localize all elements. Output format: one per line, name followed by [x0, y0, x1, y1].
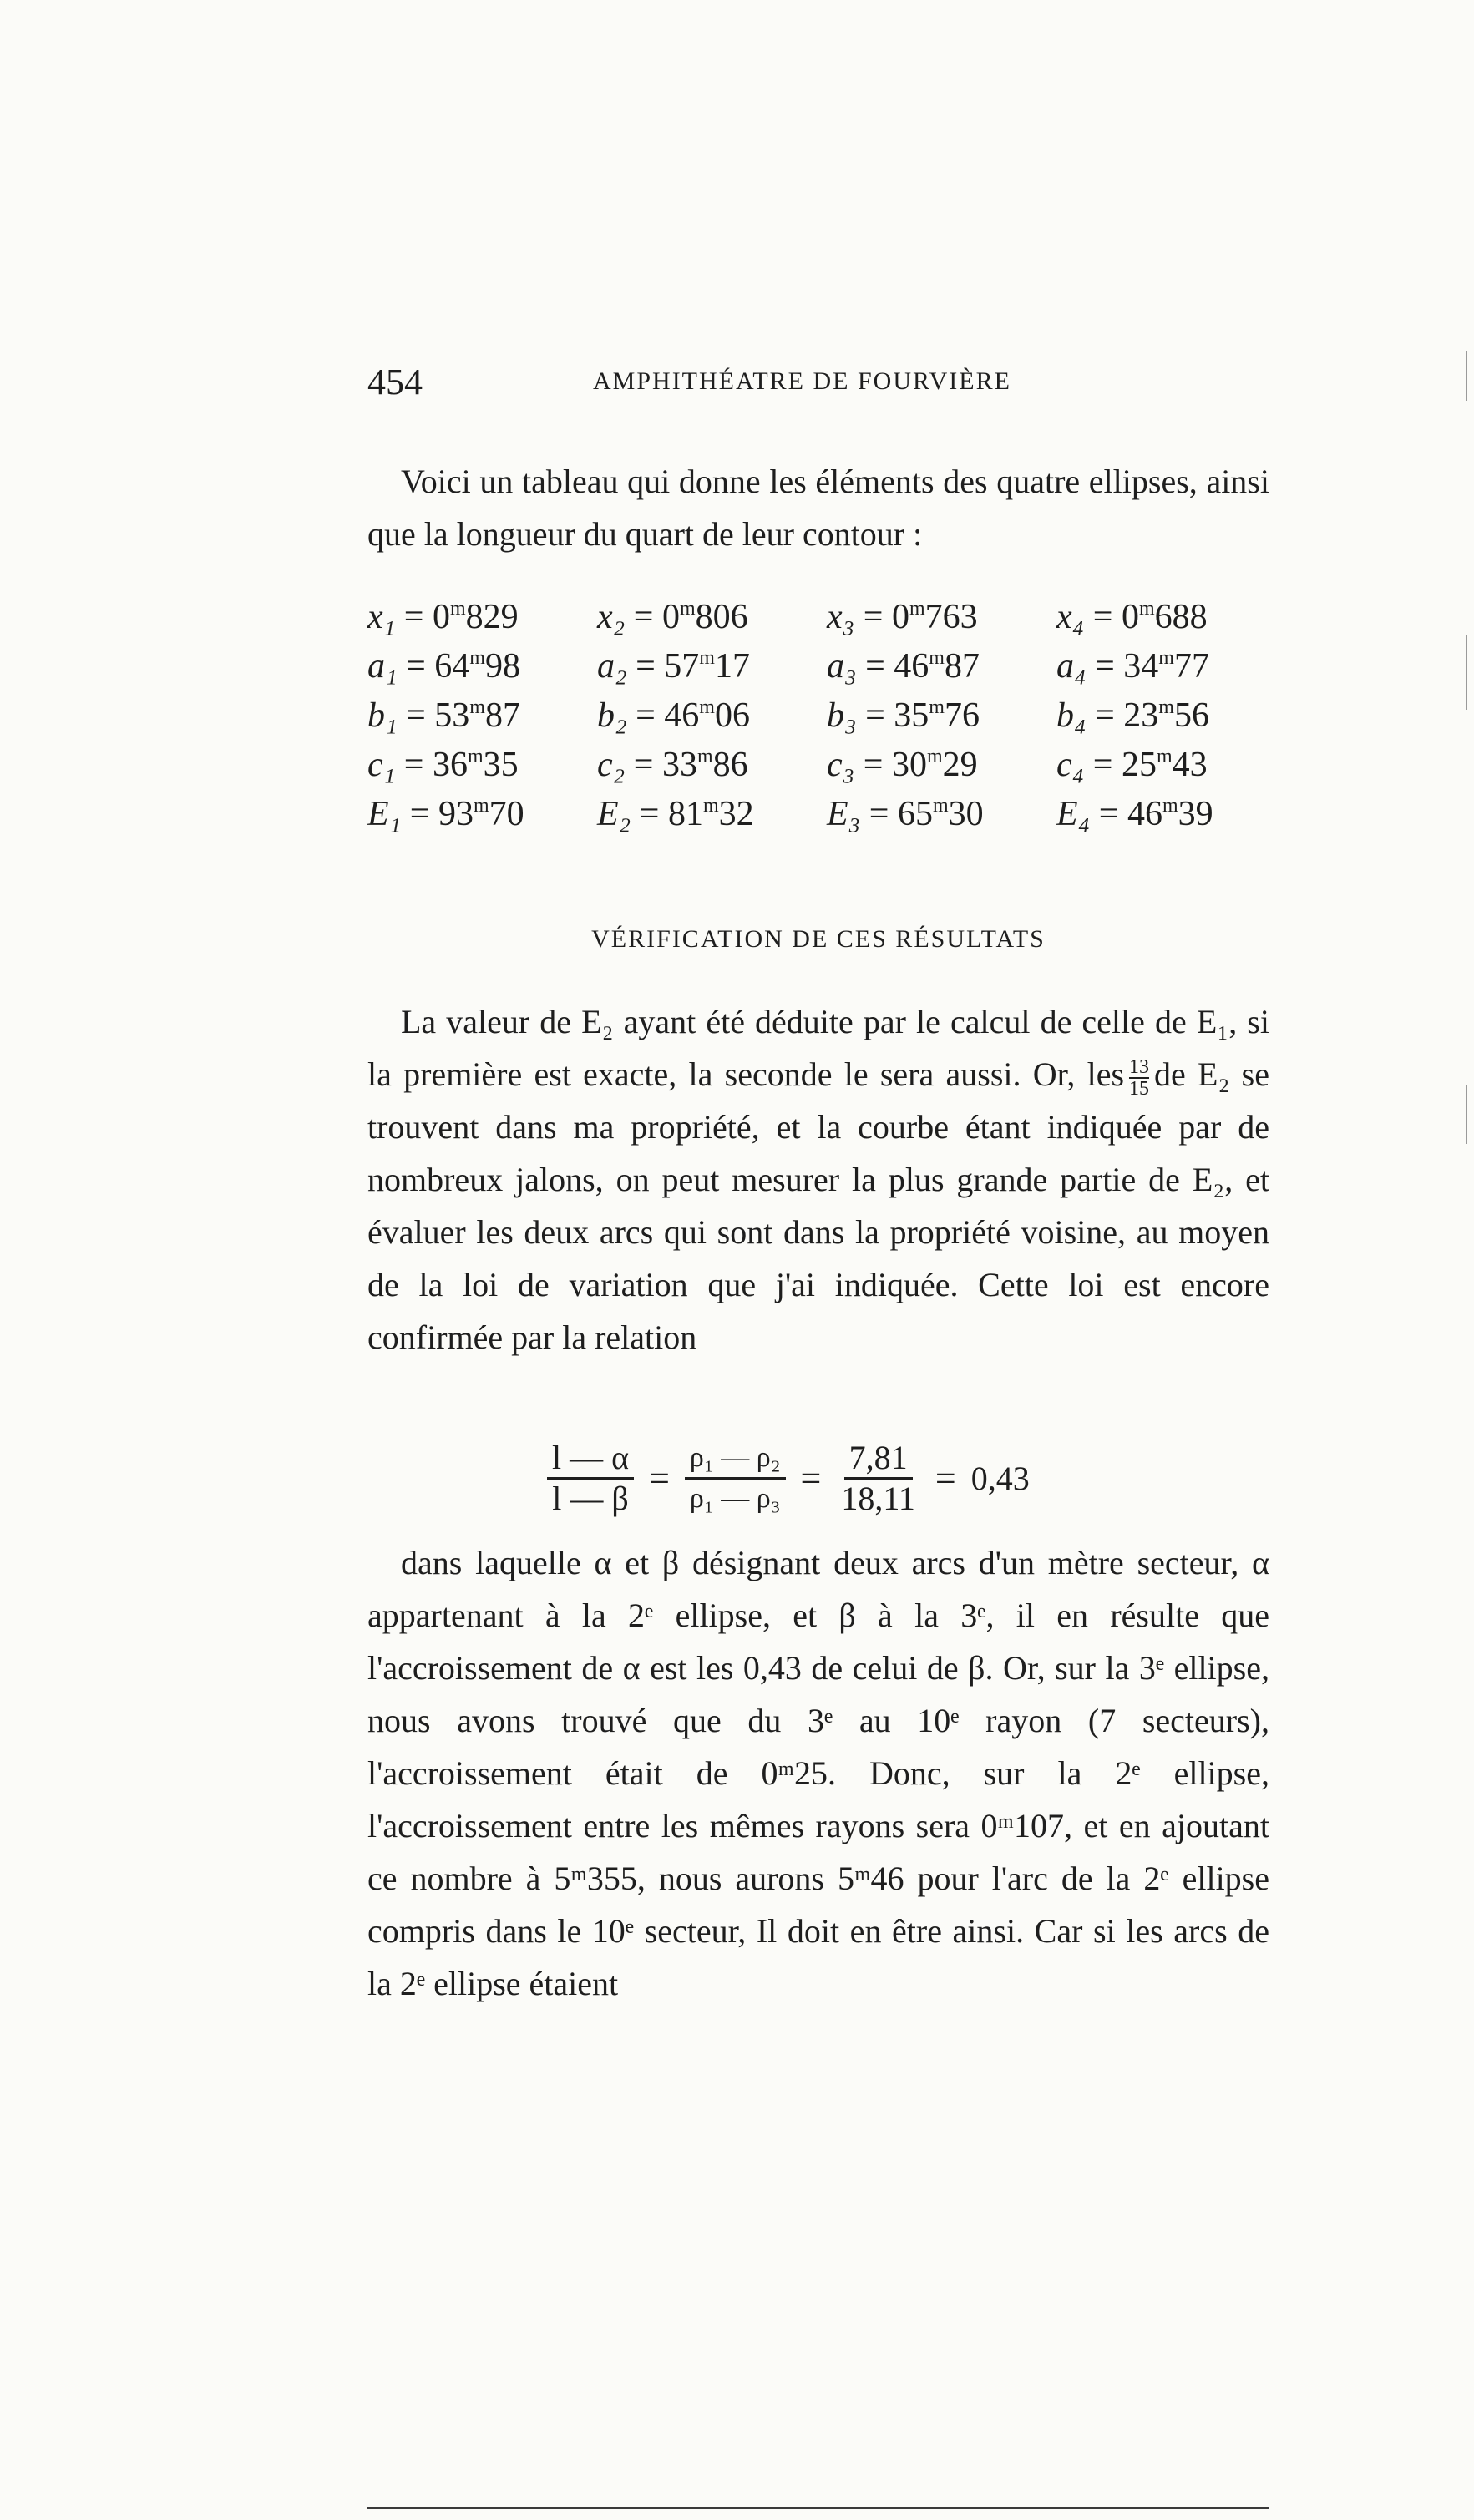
scan-margin-mark: [1466, 1085, 1467, 1144]
variable-label: a₁: [367, 647, 398, 686]
unit-meter: m: [467, 746, 484, 767]
value-decimal: 76: [944, 696, 980, 735]
value-integer: 0: [891, 598, 909, 636]
table-cell: $x_1 = 0^m829$: [367, 598, 519, 636]
inline-fraction: [1129, 1057, 1149, 1099]
intro-paragraph: Voici un tableau qui donne les éléments des quatre ellipses, ainsi que la longueur du quart de leur contour :: [367, 463, 1269, 553]
unit-meter: m: [702, 795, 719, 817]
value-integer: 33: [661, 746, 697, 784]
fraction-rho: [685, 1439, 786, 1518]
table-cell: $x_4 = 0^m688$: [1056, 598, 1208, 636]
value-integer: 0: [1121, 598, 1139, 636]
table-cell: $b_1 = 53^m87$: [367, 696, 520, 735]
value-decimal: 688: [1154, 598, 1208, 636]
unit-meter: m: [699, 696, 715, 718]
value-integer: 25: [1121, 746, 1157, 784]
variable-label: a₄: [1056, 647, 1087, 686]
variable-label: x₄: [1056, 598, 1085, 636]
value-decimal: 87: [944, 647, 980, 686]
paragraph-text: La valeur de E₂ ayant été déduite par le calcul de celle de E₁, si la première est exacte, la seconde le sera aussi. Or, les: [367, 1003, 1269, 1093]
variable-label: b₃: [827, 696, 857, 735]
table-cell: $a_4 = 34^m77$: [1056, 647, 1209, 686]
ellipse-elements-table: [367, 584, 1269, 831]
value-integer: 81: [667, 795, 703, 833]
value-decimal: 98: [484, 647, 520, 686]
variable-label: a₃: [827, 647, 857, 686]
numerator: l — α: [547, 1439, 634, 1480]
unit-meter: m: [926, 746, 943, 767]
verification-paragraph: [367, 995, 1269, 1364]
table-cell: $c_4 = 25^m43$: [1056, 746, 1208, 784]
table-cell: $E_2 = 81^m32$: [597, 795, 754, 833]
value-integer: 35: [894, 696, 929, 735]
scan-margin-mark: [1466, 635, 1467, 710]
unit-meter: m: [929, 696, 945, 718]
unit-meter: m: [449, 598, 466, 620]
table-cell: $x_3 = 0^m763$: [827, 598, 978, 636]
value-decimal: 87: [484, 696, 520, 735]
numerator: ρ₁ — ρ₂: [685, 1439, 786, 1480]
value-integer: 46: [664, 696, 700, 735]
table-cell: $c_2 = 33^m86$: [597, 746, 748, 784]
fraction-arcs: [547, 1439, 634, 1518]
variable-label: b₁: [367, 696, 398, 735]
value-integer: 46: [894, 647, 929, 686]
value-decimal: 39: [1178, 795, 1213, 833]
table-cell: $b_3 = 35^m76$: [827, 696, 980, 735]
table-cell: $b_2 = 46^m06$: [597, 696, 750, 735]
variable-label: E₁: [367, 795, 402, 833]
variable-label: b₂: [597, 696, 627, 735]
value-integer: 53: [434, 696, 470, 735]
variable-label: E₂: [597, 795, 631, 833]
value-decimal: 77: [1173, 647, 1209, 686]
variable-label: E₄: [1056, 795, 1091, 833]
equals-sign: =: [935, 1457, 956, 1499]
unit-meter: m: [469, 696, 485, 718]
equals-sign: =: [800, 1457, 822, 1499]
value-decimal: 30: [948, 795, 984, 833]
numerator: 7,81: [844, 1439, 913, 1480]
value-decimal: 763: [924, 598, 978, 636]
running-title: AMPHITHÉATRE DE FOURVIÈRE: [593, 367, 1011, 395]
table-cell: $c_3 = 30^m29$: [827, 746, 978, 784]
variable-label: x₂: [597, 598, 626, 636]
value-integer: 93: [438, 795, 474, 833]
unit-meter: m: [1158, 647, 1174, 669]
value-decimal: 43: [1172, 746, 1208, 784]
unit-meter: m: [679, 598, 696, 620]
unit-meter: m: [909, 598, 925, 620]
value-integer: 34: [1123, 647, 1159, 686]
table-cell: $E_1 = 93^m70$: [367, 795, 524, 833]
denominator: l — β: [552, 1479, 629, 1517]
unit-meter: m: [1138, 598, 1155, 620]
variable-label: c₄: [1056, 746, 1085, 784]
relation-equation: [547, 1428, 1030, 1528]
variable-label: a₂: [597, 647, 627, 686]
denominator: 18,11: [841, 1479, 915, 1517]
denominator: ρ₁ — ρ₃: [689, 1482, 781, 1514]
table-cell: $E_3 = 65^m30$: [827, 795, 984, 833]
fraction-denominator: 15: [1129, 1077, 1150, 1100]
value-decimal: 56: [1173, 696, 1209, 735]
value-decimal: 32: [718, 795, 754, 833]
value-decimal: 829: [465, 598, 519, 636]
value-integer: 64: [434, 647, 470, 686]
scan-margin-mark: [1466, 351, 1467, 401]
value-decimal: 06: [714, 696, 750, 735]
value-decimal: 35: [483, 746, 519, 784]
variable-label: x₃: [827, 598, 855, 636]
value-integer: 65: [897, 795, 933, 833]
value-integer: 23: [1123, 696, 1159, 735]
table-cell: $E_4 = 46^m39$: [1056, 795, 1213, 833]
value-integer: 0: [661, 598, 680, 636]
page-number: 454: [367, 362, 423, 402]
table-cell: $b_4 = 23^m56$: [1056, 696, 1209, 735]
variable-label: c₂: [597, 746, 626, 784]
value-decimal: 806: [695, 598, 748, 636]
value-decimal: 29: [942, 746, 978, 784]
variable-label: c₁: [367, 746, 396, 784]
table-cell: $a_2 = 57^m17$: [597, 647, 750, 686]
unit-meter: m: [1158, 696, 1174, 718]
table-cell: $a_3 = 46^m87$: [827, 647, 980, 686]
value-decimal: 17: [714, 647, 750, 686]
bottom-rule: [367, 2507, 1269, 2509]
running-header: [367, 361, 1269, 411]
variable-label: c₃: [827, 746, 855, 784]
unit-meter: m: [699, 647, 715, 669]
table-cell: $x_2 = 0^m806$: [597, 598, 748, 636]
value-integer: 0: [432, 598, 450, 636]
unit-meter: m: [1156, 746, 1173, 767]
value-decimal: 70: [489, 795, 524, 833]
fraction-values: [836, 1439, 920, 1518]
variable-label: x₁: [367, 598, 396, 636]
table-cell: $a_1 = 64^m98$: [367, 647, 520, 686]
section-heading: VÉRIFICATION DE CES RÉSULTATS: [591, 925, 1046, 953]
variable-label: b₄: [1056, 696, 1087, 735]
equals-sign: =: [649, 1457, 670, 1499]
variable-label: E₃: [827, 795, 861, 833]
value-integer: 30: [891, 746, 927, 784]
table-cell: $c_1 = 36^m35$: [367, 746, 519, 784]
paragraph-text-continued: de E₂ se trouvent dans ma propriété, et la courbe étant indiquée par de nombreux jalons, on peut mesurer la plus grande partie de E₂, et évaluer les deux arcs qui sont dans la propriété voisine, au moyen de la loi de variation que j'ai indiquée. Cette loi est encore confirmée par la relation: [367, 1055, 1269, 1356]
conclusion-paragraph: dans laquelle α et β désignant deux arcs d'un mètre secteur, α appartenant à la 2ᵉ ellipse, et β à la 3ᵉ, il en résulte que l'accroissement de α est les 0,43 de celui de β. Or, sur la 3ᵉ ellipse, nous avons trouvé que du 3ᵉ au 10ᵉ rayon (7 secteurs), l'accroissement était de 0ᵐ25. Donc, sur la 2ᵉ ellipse, l'accroissement entre les mêmes rayons sera 0ᵐ107, et en ajoutant ce nombre à 5ᵐ355, nous aurons 5ᵐ46 pour l'arc de la 2ᵉ ellipse compris dans le 10ᵉ secteur, Il doit en être ainsi. Car si les arcs de la 2ᵉ ellipse étaient: [367, 1544, 1269, 2002]
equation-result: 0,43: [970, 1459, 1030, 1497]
value-integer: 46: [1127, 795, 1162, 833]
unit-meter: m: [469, 647, 485, 669]
unit-meter: m: [929, 647, 945, 669]
value-decimal: 86: [712, 746, 748, 784]
value-integer: 36: [432, 746, 468, 784]
fraction-numerator: 13: [1129, 1055, 1150, 1078]
value-integer: 57: [664, 647, 700, 686]
unit-meter: m: [473, 795, 489, 817]
unit-meter: m: [696, 746, 713, 767]
unit-meter: m: [1162, 795, 1178, 817]
unit-meter: m: [932, 795, 949, 817]
